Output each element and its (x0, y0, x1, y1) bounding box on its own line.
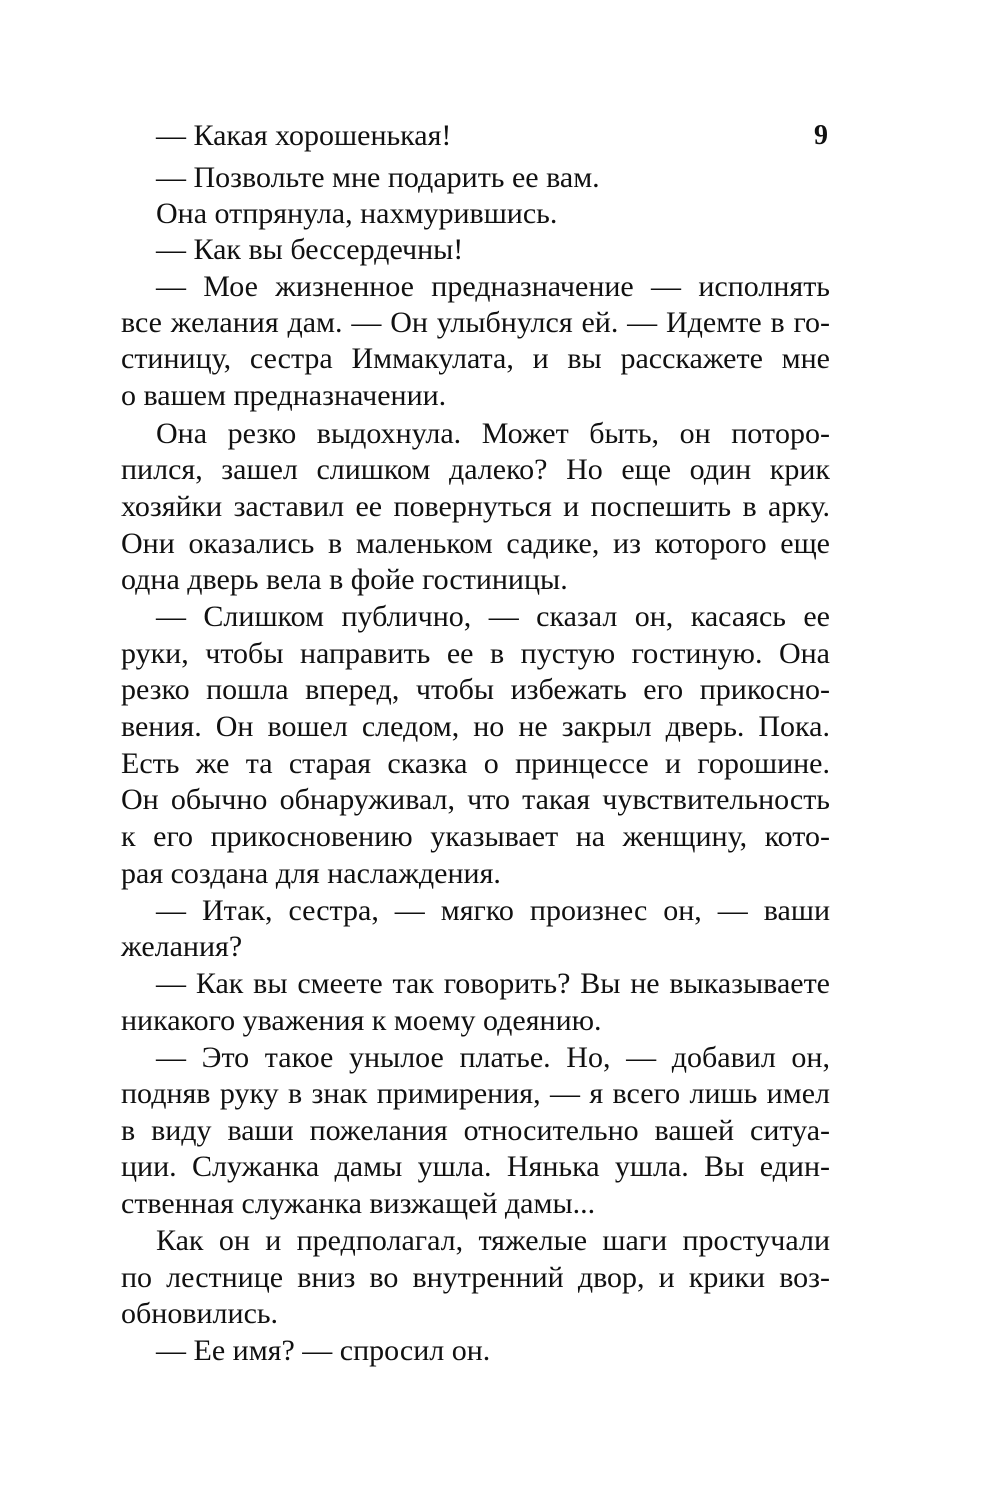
text-line: одна дверь вела в фойе гостиницы. (121, 563, 568, 596)
text-line: Она резко выдохнула. Может быть, он потoро- (156, 417, 830, 450)
text-line: — Ее имя? — спросил он. (156, 1334, 491, 1367)
text-line: никакого уважения к моему одеянию. (121, 1004, 602, 1037)
text-line: подняв руку в знак примирения, — я всего лишь имел (121, 1077, 830, 1110)
text-line: пился, зашел слишком далеко? Но еще один крик (121, 453, 830, 486)
text-line: — Как вы смеете так говорить? Вы не выказываете (156, 967, 830, 1000)
text-line: все желания дам. — Он улыбнулся ей. — Идемте в го- (121, 306, 830, 339)
page-number: 9 (814, 120, 828, 151)
text-line: Она отпрянула, нахмурившись. (156, 197, 558, 230)
text-line: Он обычно обнаруживал, что такая чувствительность (121, 783, 830, 816)
text-line: — Как вы бессердечны! (156, 233, 464, 266)
text-line: вения. Он вошел следом, но не закрыл дверь. Пока. (121, 710, 830, 743)
text-line: рая создана для наслаждения. (121, 857, 501, 890)
text-line: по лестнице вниз во внутренний двор, и крики воз- (121, 1261, 830, 1294)
text-line: — Итак, сестра, — мягко произнес он, — ваши (156, 894, 830, 927)
text-line: к его прикосновению указывает на женщину, кото- (121, 820, 830, 853)
text-line: руки, чтобы направить ее в пустую гостиную. Она (121, 637, 830, 670)
text-line: обновились. (121, 1297, 279, 1330)
text-line: в виду ваши пожелания относительно вашей ситуа- (121, 1114, 830, 1147)
text-line: резко пошла вперед, чтобы избежать его прикосно- (121, 673, 830, 706)
text-line: — Слишком публично, — сказал он, касаясь ее (156, 600, 830, 633)
text-line: о вашем предназначении. (121, 379, 447, 412)
text-line: — Это такое унылое платье. Но, — добавил он, (156, 1041, 830, 1074)
text-line: ственная служанка визжащей дамы... (121, 1187, 596, 1220)
text-line: стиницу, сестра Иммакулата, и вы расскажете мне (121, 342, 830, 375)
text-line: — Какая хорошенькая! (156, 119, 452, 152)
text-line: Есть же та старая сказка о принцессе и горошине. (121, 747, 830, 780)
text-line: — Позвольте мне подарить ее вам. (156, 161, 600, 194)
text-line: Как он и предполагал, тяжелые шаги простучали (156, 1224, 830, 1257)
text-line: — Мое жизненное предназначение — исполнять (156, 270, 830, 303)
text-line: желания? (121, 930, 243, 963)
text-line: хозяйки заставил ее повернуться и поспешить в арку. (121, 490, 830, 523)
text-line: ции. Служанка дамы ушла. Нянька ушла. Вы един- (121, 1150, 830, 1183)
text-line: Они оказались в маленьком садике, из которого еще (121, 527, 830, 560)
